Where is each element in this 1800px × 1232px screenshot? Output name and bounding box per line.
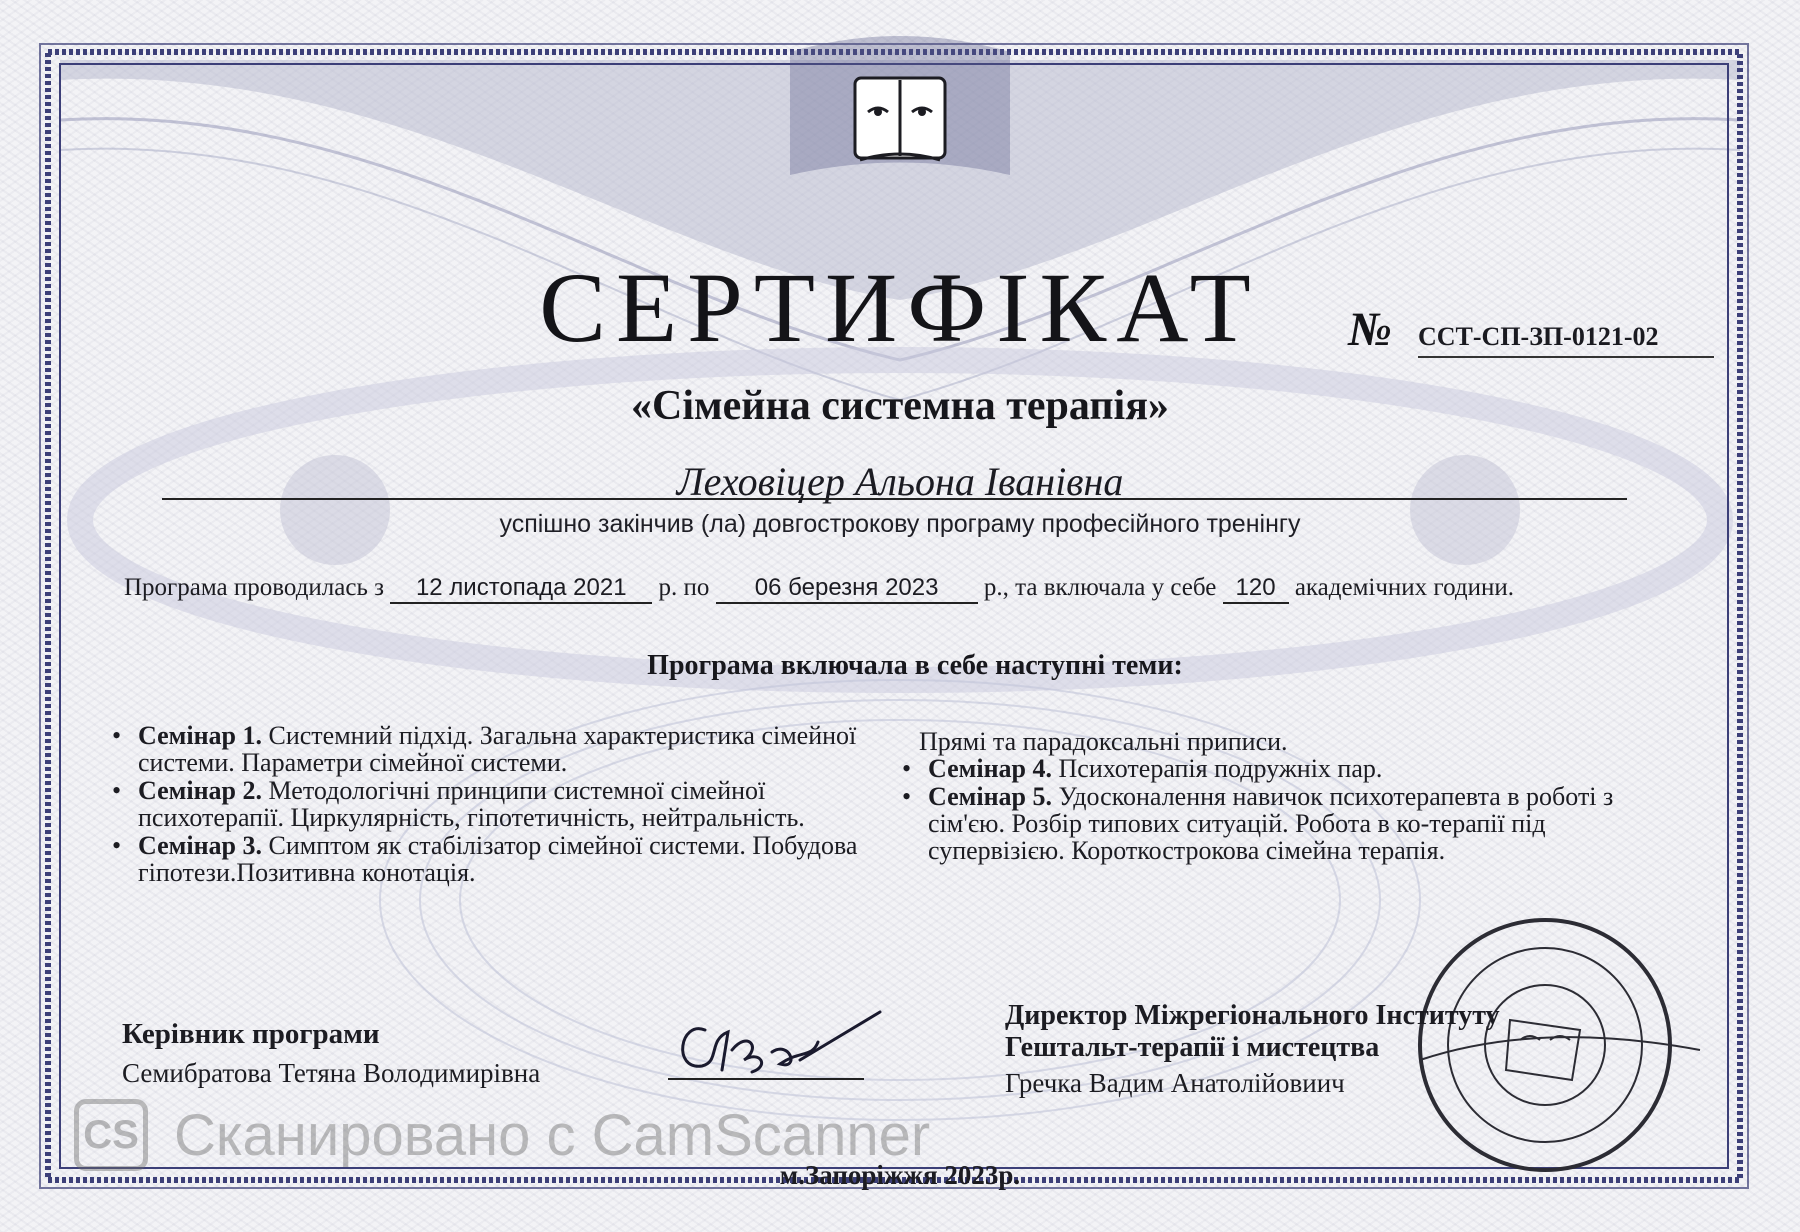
bullet-icon: • — [902, 782, 912, 811]
bullet-icon: • — [112, 721, 122, 750]
recipient-underline — [162, 498, 1627, 500]
start-date: 12 листопада 2021 — [390, 574, 652, 604]
period-suffix: академічних години. — [1294, 574, 1514, 601]
topic-text: Психотерапія подружніх пар. — [1058, 754, 1383, 783]
end-date: 06 березня 2023 — [716, 574, 978, 604]
lead-name: Семибратова Тетяна Володимирівна — [122, 1058, 541, 1088]
topic-item — [112, 832, 872, 886]
camscanner-logo-icon: CS — [74, 1099, 148, 1171]
topics-right-column — [902, 728, 1632, 865]
bullet-icon: • — [112, 831, 122, 860]
topic-continuation: Прямі та парадоксальні приписи. — [919, 727, 1288, 756]
signature-line — [668, 1078, 864, 1080]
bullet-icon: • — [112, 776, 122, 805]
completion-text: успішно закінчив (ла) довгострокову програму професійного тренінгу — [499, 510, 1301, 538]
lead-title: Керівник програми — [122, 1018, 380, 1050]
watermark-text: Сканировано с CamScanner — [174, 1102, 931, 1168]
topic-item — [902, 783, 1632, 864]
period-prefix: Програма проводилась з — [124, 574, 384, 601]
topic-text: Удосконалення навичок психотерапевта в роботі з сім'єю. Розбір типових ситуацій. Робота в ко-терапії під супервізією. Короткострокова сімейна терапія. — [928, 782, 1614, 865]
program-name: «Сімейна системна терапія» — [631, 383, 1169, 429]
certificate-title: СЕРТИФІКАТ — [539, 252, 1261, 363]
director-name: Гречка Вадим Анатолійовиич — [1005, 1068, 1345, 1098]
topic-item — [902, 755, 1632, 782]
topics-left-column — [112, 722, 872, 887]
topic-label: Семінар 4. — [928, 754, 1053, 783]
bullet-icon: • — [902, 754, 912, 783]
director-title-line-2: Гештальт-терапії і мистецтва — [1005, 1032, 1380, 1063]
topics-heading: Програма включала в себе наступні теми: — [647, 650, 1183, 681]
city-year: м.Запоріжжя 2023р. — [779, 1160, 1021, 1190]
topic-label: Семінар 5. — [928, 782, 1053, 811]
certificate-number: ССТ-СП-ЗП-0121-02 — [1418, 322, 1714, 358]
topic-label: Семінар 3. — [138, 831, 263, 860]
topic-text: Системний підхід. Загальна характеристика сімейної системи. Параметри сімейної системи. — [138, 721, 857, 777]
topic-item — [112, 722, 872, 776]
topic-text: Симптом як стабілізатор сімейної системи. Побудова гіпотези.Позитивна конотація. — [138, 831, 858, 887]
topic-label: Семінар 2. — [138, 776, 263, 805]
period-middle: р. по — [658, 574, 710, 601]
recipient-name: Леховіцер Альона Іванівна — [676, 459, 1124, 504]
hours-value: 120 — [1223, 574, 1289, 604]
number-sign: № — [1348, 303, 1392, 356]
program-period — [124, 574, 1514, 604]
director-title-line-1: Директор Міжрегіонального Інституту — [1005, 1000, 1500, 1031]
topic-label: Семінар 1. — [138, 721, 263, 750]
book-logo-icon — [790, 36, 1010, 175]
period-hours-prefix: р., та включала у себе — [983, 574, 1217, 601]
topic-item — [112, 777, 872, 831]
topic-text: Методологічні принципи системної сімейної психотерапії. Циркулярність, гіпотетичність, нейтральність. — [138, 776, 805, 832]
director-title — [1005, 1000, 1500, 1064]
